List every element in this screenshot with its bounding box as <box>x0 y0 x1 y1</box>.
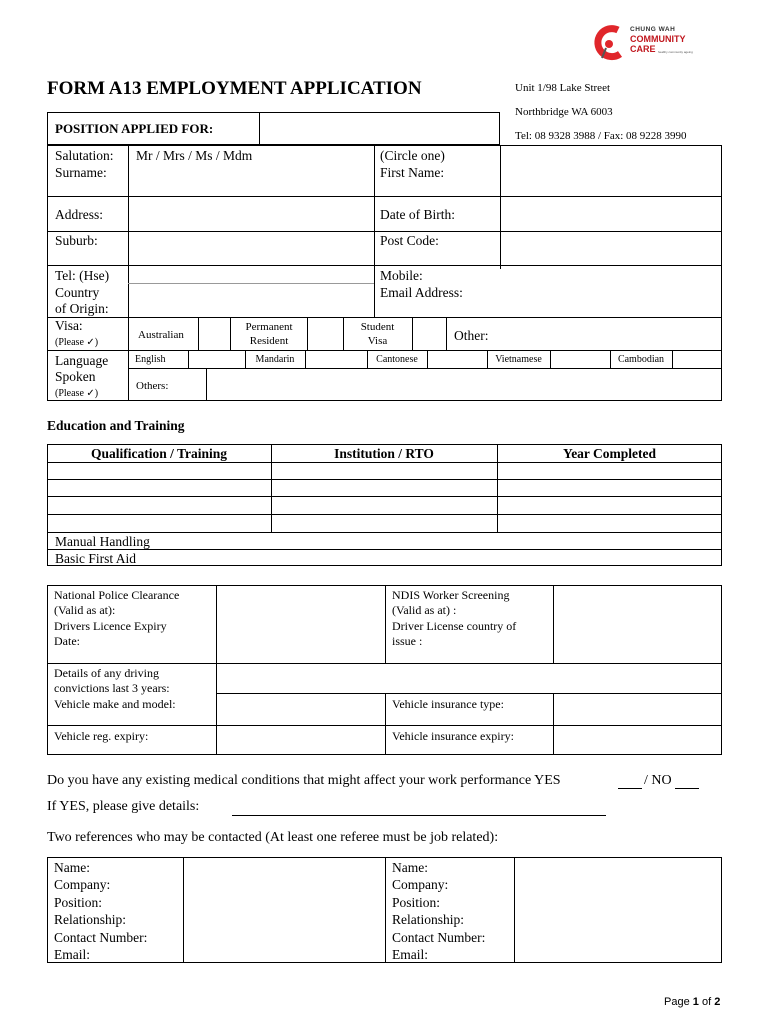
visa-student-checkbox[interactable] <box>413 318 445 349</box>
circle-one-note: (Circle one) <box>380 148 445 163</box>
licence-label-1: Drivers Licence Expiry <box>54 619 167 633</box>
convictions-label-1: Details of any driving <box>54 666 159 680</box>
others-field[interactable] <box>207 369 721 400</box>
visa-student: Student <box>360 321 395 333</box>
postcode-field[interactable] <box>501 232 721 264</box>
logo-text-3: CARE <box>630 44 656 54</box>
address-field[interactable] <box>129 197 373 230</box>
licence-label-2: Date: <box>54 634 80 648</box>
visa-label: Visa: <box>55 318 83 333</box>
language-label-2: Spoken <box>55 369 96 384</box>
convictions-label-2: convictions last 3 years: <box>54 681 170 695</box>
address-line-2: Northbridge WA 6003 <box>515 106 613 118</box>
language-english-checkbox[interactable] <box>189 351 244 367</box>
edu-manual-handling: Manual Handling <box>55 534 150 549</box>
country-label-1: Country <box>55 285 100 300</box>
edu-row-1[interactable] <box>48 463 721 478</box>
ref2-name: Name: <box>392 860 428 875</box>
visa-please-note: (Please ✓) <box>55 337 99 348</box>
position-label: POSITION APPLIED FOR: <box>55 121 214 136</box>
dob-label: Date of Birth: <box>380 207 455 222</box>
ref2-company: Company: <box>392 877 449 892</box>
ref1-name: Name: <box>54 860 90 875</box>
email-field[interactable] <box>501 266 721 316</box>
language-english: English <box>135 354 166 365</box>
page-word: Page <box>664 996 690 1008</box>
surname-label: Surname: <box>55 165 107 180</box>
dob-field[interactable] <box>501 197 721 230</box>
suburb-field[interactable] <box>129 232 373 264</box>
language-mandarin: Mandarin <box>255 354 295 365</box>
ref1-email: Email: <box>54 947 90 962</box>
ref2-relationship: Relationship: <box>392 912 464 927</box>
ref2-fields[interactable] <box>515 858 721 962</box>
language-vietnamese: Vietnamese <box>495 354 542 365</box>
ref1-contact: Contact Number: <box>54 930 148 945</box>
references-intro: Two references who may be contacted (At least one referee must be job related): <box>47 830 499 845</box>
edu-row-4[interactable] <box>48 515 721 531</box>
mobile-label: Mobile: <box>380 268 423 283</box>
tel-label: Tel: (Hse) <box>55 268 110 283</box>
address-line-1: Unit 1/98 Lake Street <box>515 82 611 94</box>
language-cambodian: Cambodian <box>617 354 665 365</box>
form-title: FORM A13 EMPLOYMENT APPLICATION <box>47 78 422 99</box>
education-heading: Education and Training <box>47 418 185 433</box>
ref2-position: Position: <box>392 895 441 910</box>
address-label: Address: <box>55 207 103 222</box>
police-label-1: National Police Clearance <box>54 588 180 602</box>
salutation-label: Salutation: <box>55 148 114 163</box>
ref1-relationship: Relationship: <box>54 912 126 927</box>
visa-australian: Australian <box>138 329 184 341</box>
insurance-type-label: Vehicle insurance type: <box>392 697 504 711</box>
visa-permanent-checkbox[interactable] <box>308 318 342 349</box>
postcode-label: Post Code: <box>380 233 439 248</box>
language-label-1: Language <box>55 353 109 368</box>
insurance-expiry-label: Vehicle insurance expiry: <box>392 729 514 743</box>
vehicle-make-label: Vehicle make and model: <box>54 697 176 711</box>
col-qualification: Qualification / Training <box>90 446 228 461</box>
tel-field[interactable] <box>129 266 373 283</box>
ndis-label-2: (Valid as at) : <box>392 603 457 617</box>
surname-field[interactable] <box>129 165 373 195</box>
ref2-email: Email: <box>392 947 428 962</box>
page-of: of <box>701 996 712 1008</box>
page-current: 1 <box>692 996 699 1008</box>
ndis-field[interactable] <box>554 586 721 662</box>
salutation-options[interactable]: Mr / Mrs / Ms / Mdm <box>136 148 253 163</box>
language-cambodian-checkbox[interactable] <box>673 351 721 367</box>
medical-yes-blank[interactable] <box>618 788 642 789</box>
edu-row-2[interactable] <box>48 480 721 495</box>
col-institution: Institution / RTO <box>334 446 434 461</box>
email-label: Email Address: <box>380 285 463 300</box>
suburb-label: Suburb: <box>55 233 98 248</box>
col-year: Year Completed <box>562 446 657 461</box>
visa-other-field[interactable] <box>500 318 721 349</box>
medical-no-blank[interactable] <box>675 788 699 789</box>
medical-details-line[interactable] <box>232 815 606 816</box>
country-field[interactable] <box>129 284 373 316</box>
logo-text-2: COMMUNITY <box>630 34 686 44</box>
language-mandarin-checkbox[interactable] <box>306 351 366 367</box>
edu-row-3[interactable] <box>48 497 721 513</box>
visa-other-label: Other: <box>454 328 489 343</box>
medical-details-label: If YES, please give details: <box>47 799 200 814</box>
insurance-type-field[interactable] <box>554 694 721 724</box>
logo-tagline: healthy community ageing <box>658 50 693 54</box>
country-issue-label-1: Driver License country of <box>392 619 517 633</box>
visa-australian-checkbox[interactable] <box>199 318 229 349</box>
language-cantonese: Cantonese <box>376 354 418 365</box>
ref1-fields[interactable] <box>184 858 384 962</box>
page-number <box>664 996 720 1008</box>
insurance-expiry-field[interactable] <box>554 726 721 754</box>
convictions-field[interactable] <box>217 664 721 692</box>
vehicle-reg-field[interactable] <box>217 726 384 754</box>
ref1-position: Position: <box>54 895 103 910</box>
ref1-company: Company: <box>54 877 111 892</box>
visa-permanent: Permanent <box>245 321 293 333</box>
others-label: Others: <box>136 380 169 392</box>
country-label-2: of Origin: <box>55 301 109 316</box>
position-field[interactable] <box>260 113 499 144</box>
medical-no: / NO <box>644 773 672 788</box>
language-cantonese-checkbox[interactable] <box>428 351 486 367</box>
visa-resident: Resident <box>249 335 289 347</box>
medical-question: Do you have any existing medical conditions that might affect your work performance YES <box>47 773 561 788</box>
phone-fax: Tel: 08 9328 3988 / Fax: 08 9228 3990 <box>515 130 687 142</box>
ref2-contact: Contact Number: <box>392 930 486 945</box>
edu-first-aid: Basic First Aid <box>55 551 137 566</box>
visa-visa: Visa <box>367 335 388 347</box>
first-name-label: First Name: <box>380 165 445 180</box>
language-please-note: (Please ✓) <box>55 388 99 399</box>
police-label-2: (Valid as at): <box>54 603 116 617</box>
vehicle-reg-label: Vehicle reg. expiry: <box>54 729 149 743</box>
page-total: 2 <box>714 996 721 1008</box>
language-vietnamese-checkbox[interactable] <box>551 351 609 367</box>
country-issue-label-2: issue : <box>392 634 423 648</box>
police-field[interactable] <box>217 586 384 662</box>
logo <box>592 22 707 66</box>
logo-text-1: CHUNG WAH <box>630 26 676 33</box>
first-name-field[interactable] <box>501 146 721 195</box>
logo-mark-icon <box>592 24 626 64</box>
ndis-label-1: NDIS Worker Screening <box>392 588 510 602</box>
vehicle-make-field[interactable] <box>217 694 384 724</box>
